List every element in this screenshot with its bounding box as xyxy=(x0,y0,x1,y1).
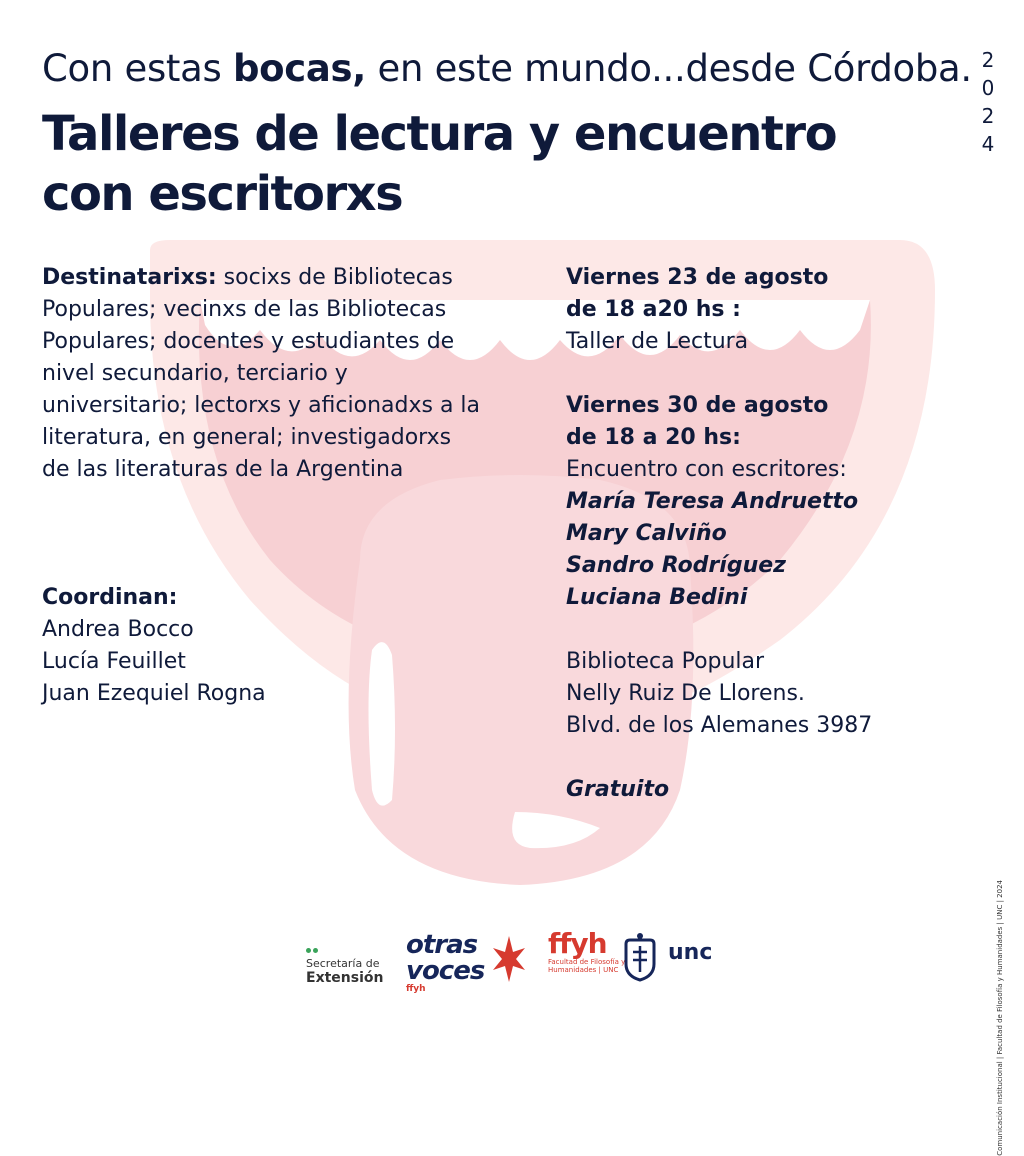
writer-name: Mary Calviño xyxy=(566,521,727,546)
header-subtitle xyxy=(42,46,972,92)
page-title: Talleres de lectura y encuentro con escritorxs xyxy=(42,106,837,222)
right-column xyxy=(566,262,1006,806)
writer-name: María Teresa Andruetto xyxy=(566,489,859,514)
unc-shield-icon xyxy=(620,930,660,982)
otras-voces-logo xyxy=(406,932,484,994)
event2-desc: Encuentro con escritores: xyxy=(566,457,847,482)
secretaria-logo xyxy=(306,938,383,986)
subtitle-bold: bocas, xyxy=(232,47,367,90)
year-vertical xyxy=(976,46,1000,158)
coordinan-label: Coordinan: xyxy=(42,585,178,610)
subtitle-pre: Con estas xyxy=(42,47,233,90)
left-column xyxy=(42,262,482,710)
event1-time: de 18 a20 hs : xyxy=(566,297,741,322)
year-digit: 4 xyxy=(981,132,995,156)
year-digit: 2 xyxy=(981,104,995,128)
voces-text: voces xyxy=(406,956,485,986)
event1-desc: Taller de Lectura xyxy=(566,329,749,354)
event1-date: Viernes 23 de agosto xyxy=(566,265,829,290)
coordinator-name: Andrea Bocco xyxy=(42,617,194,642)
event2-date: Viernes 30 de agosto xyxy=(566,393,829,418)
secretaria-line2: Extensión xyxy=(306,970,384,986)
ffyh-text: ffyh xyxy=(548,927,607,960)
coordinator-name: Lucía Feuillet xyxy=(42,649,186,674)
footer-logos xyxy=(0,918,1024,998)
ffyh-logo xyxy=(548,927,628,974)
destinatarios-text: socixs de Bibliotecas Populares; vecinxs de las Bibliotecas Populares; docentes y estudiantes de nivel secundario, terciario y universitario; lectorxs y aficionadxs a la literatura, en general; investigadorxs de las literaturas de la Argentina xyxy=(42,265,481,482)
venue-line: Blvd. de los Alemanes 3987 xyxy=(566,713,873,738)
writer-name: Sandro Rodríguez xyxy=(566,553,786,578)
destinatarios-label: Destinatarixs: xyxy=(42,265,217,290)
otras-text: otras xyxy=(406,930,478,960)
subtitle-post: en este mundo...desde Córdoba. xyxy=(366,47,972,90)
secretaria-line1: Secretaría de xyxy=(306,957,380,970)
star-icon xyxy=(492,934,526,984)
writer-name: Luciana Bedini xyxy=(566,585,748,610)
otras-voces-sub: ffyh xyxy=(406,984,426,994)
coordinator-name: Juan Ezequiel Rogna xyxy=(42,681,266,706)
destinatarios-paragraph xyxy=(42,262,482,486)
year-digit: 2 xyxy=(981,48,995,72)
unc-text: unc xyxy=(668,940,713,965)
price-label: Gratuito xyxy=(566,777,670,802)
venue-line: Biblioteca Popular xyxy=(566,649,765,674)
vertical-credit: Comunicación Institucional | Facultad de Filosofía y Humanidades | UNC | 2024 xyxy=(996,880,1004,1156)
ffyh-subtitle: Facultad de Filosofía y Humanidades | UNC xyxy=(548,958,626,974)
event2-time: de 18 a 20 hs: xyxy=(566,425,741,450)
venue-line: Nelly Ruiz De Llorens. xyxy=(566,681,805,706)
secretaria-dots-icon xyxy=(306,938,383,957)
year-digit: 0 xyxy=(981,76,995,100)
